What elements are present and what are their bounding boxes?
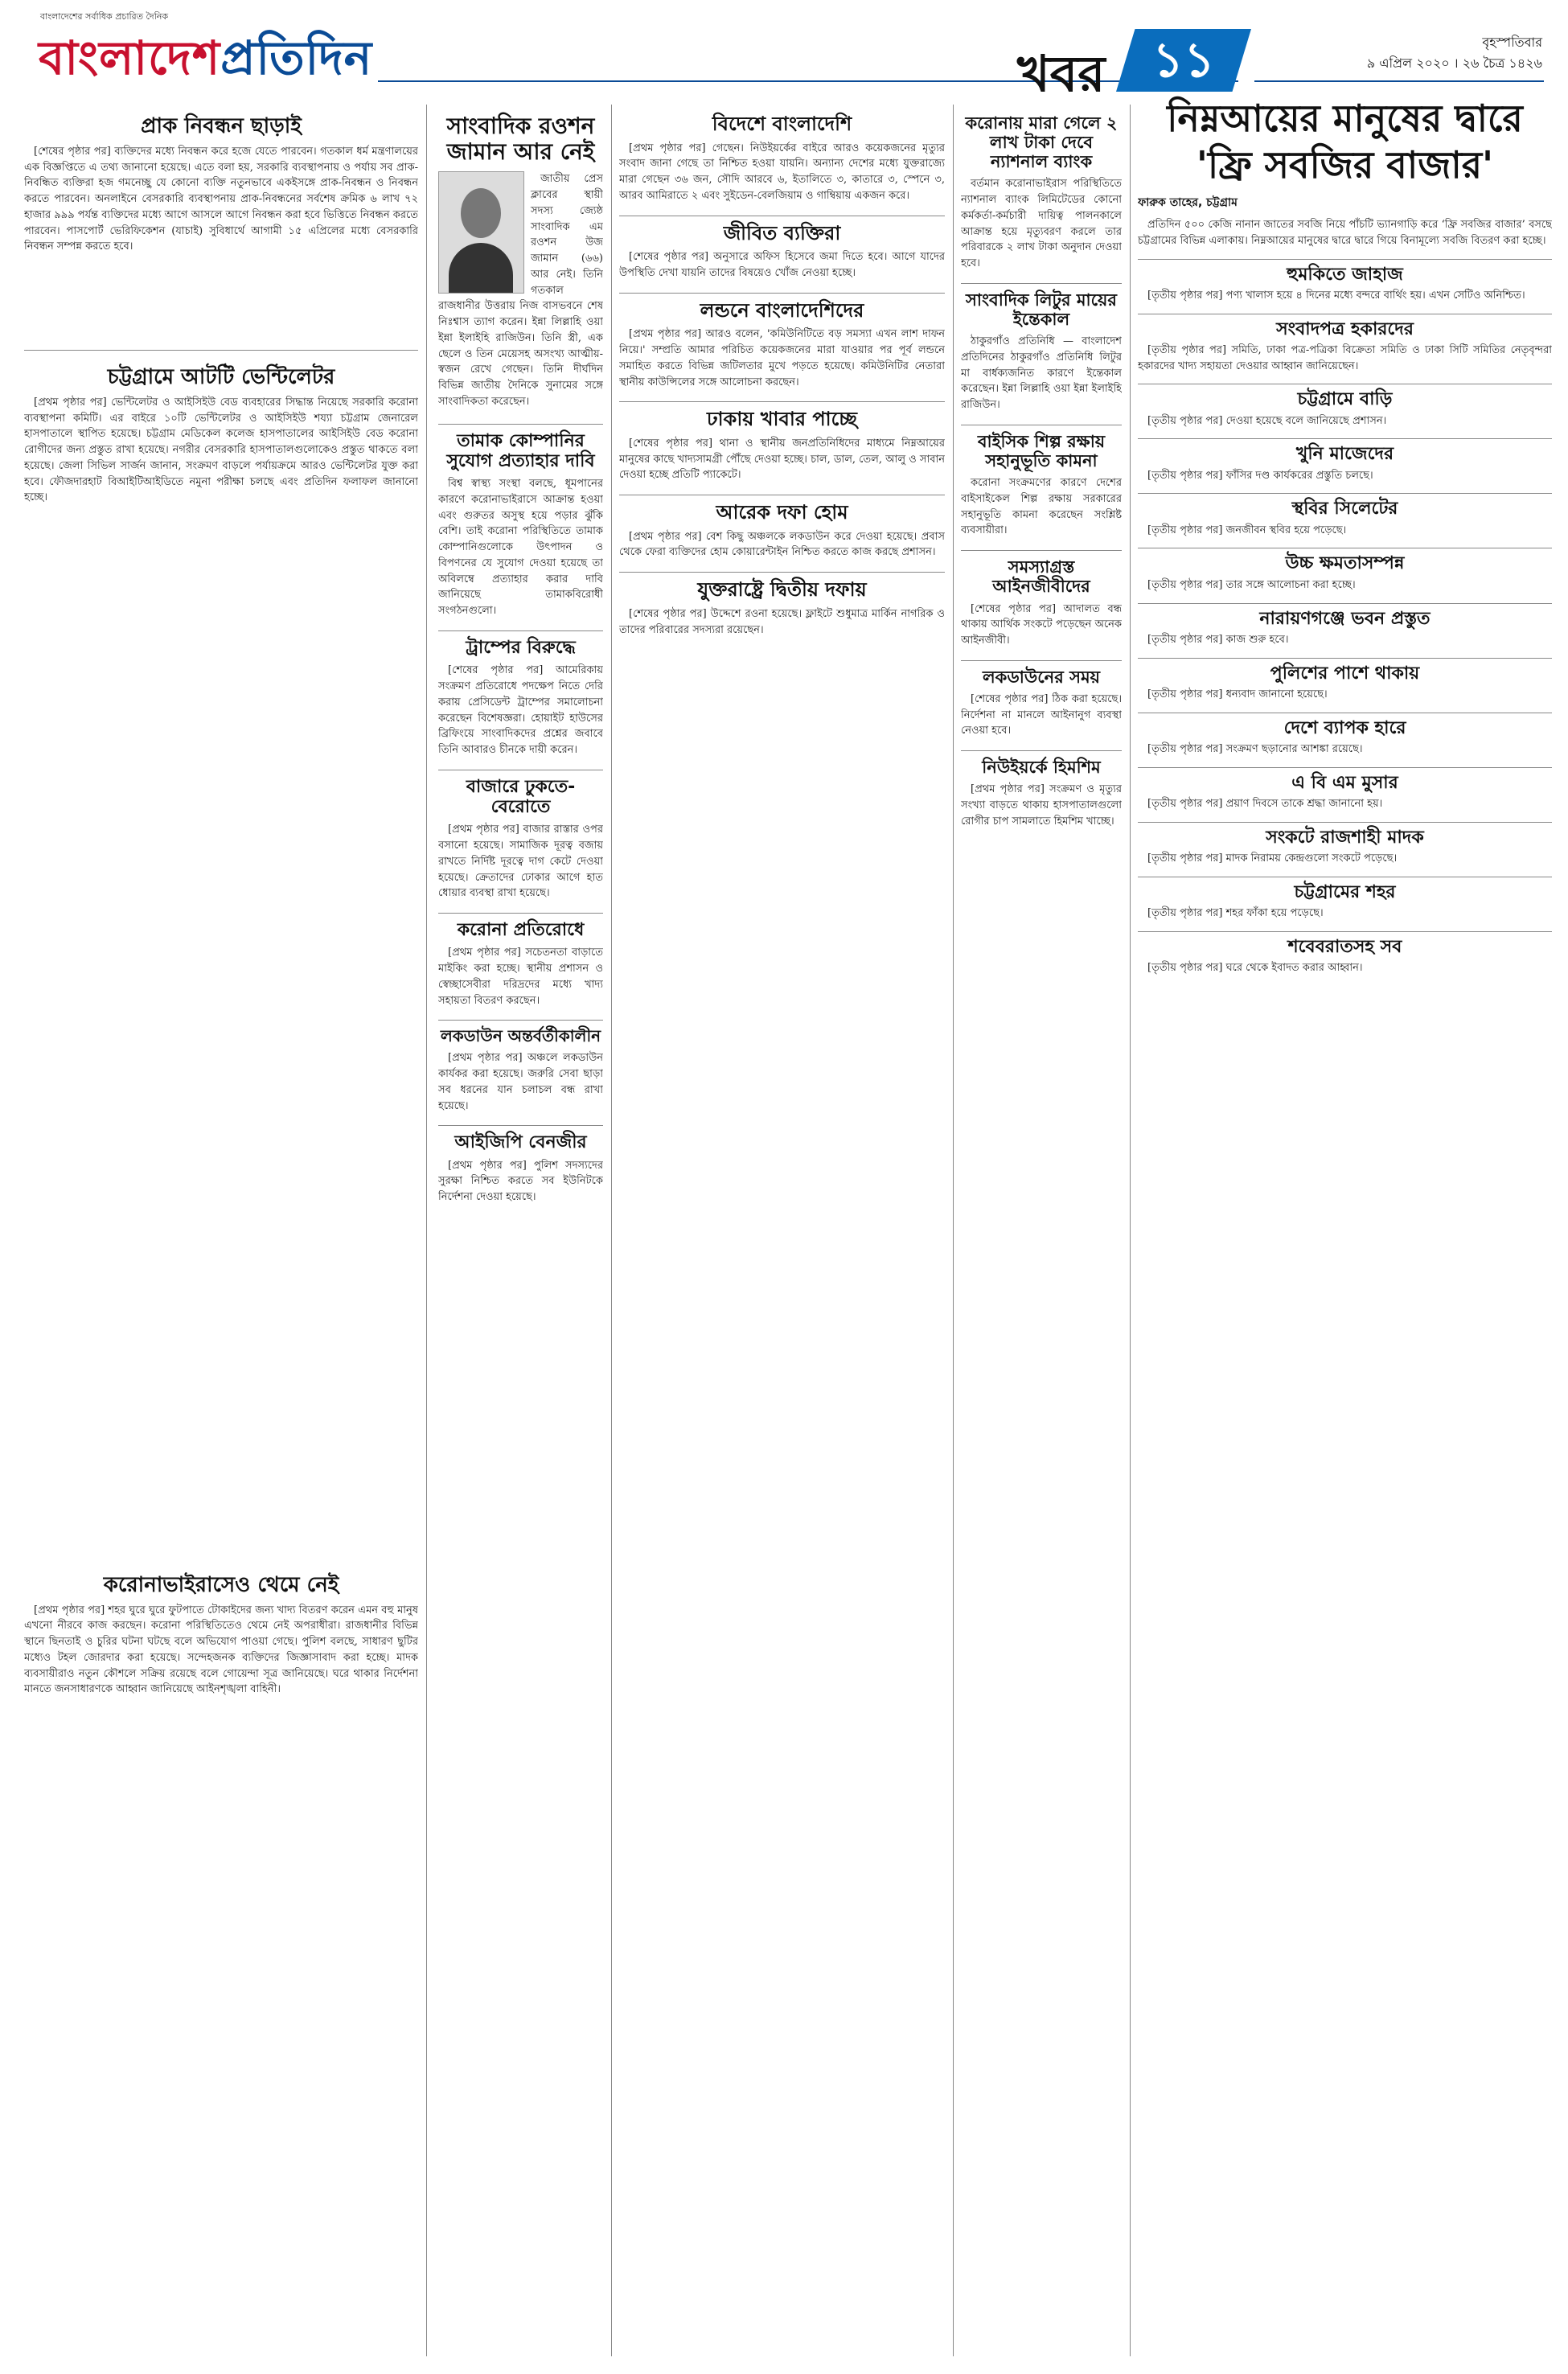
headline[interactable]: চট্টগ্রামের শহর	[1138, 877, 1552, 902]
headline[interactable]: এ বি এম মুসার	[1138, 767, 1552, 793]
paragraph: [শেষের পৃষ্ঠার পর] আদালত বন্ধ থাকায় আর্থিক সংকটে পড়েছেন অনেক আইনজীবী।	[961, 602, 1122, 647]
paragraph: [প্রথম পৃষ্ঠার পর] গেছেন। নিউইয়র্কের বাইরে আরও কয়েকজনের মৃত্যুর সংবাদ জানা গেছে তা নিশ্চিত হওয়া যায়নি। অন্যান্য দেশের মধ্যে যুক্তরাজ্যে মারা গেছেন ৩৬ জন, সৌদি আরবে ৬, ইতালিতে ৩, কাতারে ৩, স্পেনে ৩, আরব আমিরাতে ২ এবং সুইডেন-বেলজিয়াম ও গাম্বিয়ায় একজন করে।	[619, 142, 945, 202]
portrait-torso	[449, 243, 513, 293]
article-body	[619, 436, 945, 483]
story-divider	[24, 350, 418, 351]
newspaper-logo[interactable]	[39, 23, 372, 101]
paragraph: [প্রথম পৃষ্ঠার পর] সংক্রমণ ও মৃত্যুর সংখ্যা বাড়তে থাকায় হাসপাতালগুলো রোগীর চাপ সামলাতে হিমশিম খাচ্ছে।	[961, 783, 1122, 828]
article-body	[1138, 960, 1552, 976]
headline[interactable]: আরেক দফা হোম	[619, 495, 945, 524]
paragraph: [তৃতীয় পৃষ্ঠার পর] পণ্য খালাস হয়ে ৪ দিনের মধ্যে বন্দরে বার্থিং হয়। এখন সেটিও অনিশ্চিত।	[1147, 289, 1525, 302]
masthead-rule-right	[1254, 80, 1544, 82]
headline[interactable]: নারায়ণগঞ্জে ভবন প্রস্তুত	[1138, 603, 1552, 629]
paragraph: [তৃতীয় পৃষ্ঠার পর] সংক্রমণ ছড়ানোর আশঙ্কা রয়েছে।	[1147, 742, 1363, 755]
article-body	[961, 782, 1122, 829]
headline[interactable]: সংকটে রাজশাহী মাদক	[1138, 822, 1552, 848]
headline[interactable]: চট্টগ্রামে আটটি ভেন্টিলেটর	[107, 364, 335, 389]
article-body	[1138, 796, 1552, 812]
headline[interactable]: চট্টগ্রামে বাড়ি	[1138, 384, 1552, 409]
day-name: বৃহস্পতিবার	[1482, 35, 1542, 50]
headline[interactable]: লন্ডনে বাংলাদেশিদের	[619, 293, 945, 322]
paragraph: [প্রথম পৃষ্ঠার পর] শহর ঘুরে ঘুরে ফুটপাতে টোকাইদের জন্য খাদ্য বিতরণ করেন এমন বহু মানুষ এখনো নীরবে কাজ করছেন। করোনা পরিস্থিতিতেও থেমে নেই অপরাধীরা। রাজধানীর বিভিন্ন স্থানে ছিনতাই ও চুরির ঘটনা ঘটছে বলে অভিযোগ পাওয়া গেছে। পুলিশ বলছে, সাধারণ ছুটির মধ্যেও টহল জোরদার করা হয়েছে। সন্দেহজনক ব্যক্তিদের জিজ্ঞাসাবাদ করা হচ্ছে। মাদক ব্যবসায়ীরাও নতুন কৌশলে সক্রিয় রয়েছে বলে গোয়েন্দা সূত্র জানিয়েছে। ঘরে থাকার নির্দেশনা মানতে জনসাধারণকে আহ্বান জানিয়েছে আইনশৃঙ্খলা বাহিনী।	[24, 1604, 418, 1696]
headline[interactable]: তামাক কোম্পানির সুযোগ প্রত্যাহার দাবি	[438, 424, 603, 472]
lead-headline[interactable]: নিম্নআয়ের মানুষের দ্বারে 'ফ্রি সবজির বাজার'	[1167, 97, 1523, 187]
paragraph: বর্তমান করোনাভাইরাস পরিস্থিতিতে ন্যাশনাল ব্যাংক লিমিটেডের কোনো কর্মকর্তা-কর্মচারী দায়িত্ব পালনকালে আক্রান্ত হয়ে মৃত্যুবরণ করলে তার পরিবারকে ২ লাখ টাকা অনুদান দেওয়া হবে।	[961, 178, 1122, 270]
paragraph: [তৃতীয় পৃষ্ঠার পর] দেওয়া হয়েছে বলে জানিয়েছে প্রশাসন।	[1147, 414, 1387, 427]
paragraph: [তৃতীয় পৃষ্ঠার পর] শহর ফাঁকা হয়ে পড়েছে।	[1147, 907, 1324, 920]
article-body	[1138, 632, 1552, 648]
article-body	[961, 176, 1122, 272]
masthead-rule	[378, 80, 1238, 82]
page-number: ১১	[1152, 32, 1215, 88]
paragraph: [শেষের পৃষ্ঠার পর] অনুসারে অফিস হিসেবে জমা দিতে হবে। আগে যাদের উপস্থিতি দেখা যায়নি তাদের বিষয়েও খোঁজ নেওয়া হচ্ছে।	[619, 251, 945, 279]
article-body	[1138, 523, 1552, 539]
headline[interactable]: খুনি মাজেদের	[1138, 438, 1552, 464]
date-line: ৯ এপ্রিল ২০২০ । ২৬ চৈত্র ১৪২৬	[1366, 55, 1542, 71]
paragraph: [প্রথম পৃষ্ঠার পর] পুলিশ সদস্যদের সুরক্ষা নিশ্চিত করতে সব ইউনিটকে নির্দেশনা দেওয়া হয়েছে।	[438, 1159, 603, 1204]
headline[interactable]: জীবিত ব্যক্তিরা	[619, 216, 945, 245]
paragraph: [শেষের পৃষ্ঠার পর] উদ্দেশে রওনা হয়েছে। ফ্লাইটে শুধুমাত্র মার্কিন নাগরিক ও তাদের পরিবারের সদস্যরা রয়েছেন।	[619, 607, 945, 636]
paragraph: [তৃতীয় পৃষ্ঠার পর] সমিতি, ঢাকা পত্র-পত্রিকা বিক্রেতা সমিতি ও ঢাকা সিটি সমিতির নেতৃবৃন্দরা হকারদের খাদ্য সহায়তা দেওয়ার আহ্বান জানিয়েছেন।	[1138, 343, 1552, 372]
paragraph: [তৃতীয় পৃষ্ঠার পর] প্রয়াণ দিবসে তাকে শ্রদ্ধা জানানো হয়।	[1147, 797, 1383, 810]
article-body	[961, 334, 1122, 413]
headline[interactable]: স্থবির সিলেটের	[1138, 493, 1552, 519]
headline[interactable]: শবেবরাতসহ সব	[1138, 931, 1552, 957]
byline: ফারুক তাহের, চট্টগ্রাম	[1138, 196, 1238, 209]
article-body	[961, 602, 1122, 649]
article-body	[1138, 468, 1552, 484]
headline[interactable]: ঢাকায় খাবার পাচ্ছে	[619, 401, 945, 431]
article-body	[619, 606, 945, 639]
headline[interactable]: আইজিপি বেনজীর	[438, 1125, 603, 1152]
paragraph: [প্রথম পৃষ্ঠার পর] অঞ্চলে লকডাউন কার্যকর করা হয়েছে। জরুরি সেবা ছাড়া সব ধরনের যান চলাচল বন্ধ রাখা হয়েছে।	[438, 1052, 603, 1112]
paragraph: [তৃতীয় পৃষ্ঠার পর] মাদক নিরাময় কেন্দ্রগুলো সংকটে পড়েছে।	[1147, 852, 1398, 865]
headline[interactable]: সমস্যাগ্রস্ত আইনজীবীদের	[961, 550, 1122, 596]
paragraph: জাতীয় প্রেস ক্লাবের স্থায়ী সদস্য জ্যেষ্ঠ সাংবাদিক এম রওশন উজ জামান (৬৬) আর নেই। তিনি গতকাল রাজধানীর উত্তরায় নিজ বাসভবনে শেষ নিঃশ্বাস ত্যাগ করেন। ইন্না লিল্লাহি ওয়া ইন্না ইলাইহি রাজিউন। তিনি স্ত্রী, এক ছেলে ও তিন মেয়েসহ অসংখ্য আত্মীয়-স্বজন রেখে গেছেন। তিনি দীর্ঘদিন বিভিন্ন জাতীয় দৈনিকে সুনামের সঙ্গে সাংবাদিকতা করেছেন।	[438, 173, 603, 408]
paragraph: [প্রথম পৃষ্ঠার পর] বেশ কিছু অঞ্চলকে লকডাউন করে দেওয়া হয়েছে। প্রবাস থেকে ফেরা ব্যক্তিদের হোম কোয়ারেন্টাইন নিশ্চিত করতে কাজ করছে প্রশাসন।	[619, 530, 945, 559]
column-divider	[1130, 105, 1131, 2356]
section-name: খবর	[1017, 44, 1106, 103]
headline[interactable]: পুলিশের পাশে থাকায়	[1138, 658, 1552, 684]
article-body	[619, 327, 945, 390]
headline[interactable]: সংবাদপত্র হকারদের	[1138, 314, 1552, 339]
portrait-photo	[438, 171, 524, 294]
paragraph: [তৃতীয় পৃষ্ঠার পর] কাজ শুরু হবে।	[1147, 633, 1289, 646]
headline[interactable]: বাইসিক শিল্প রক্ষায় সহানুভূতি কামনা	[961, 425, 1122, 470]
headline[interactable]: প্রাক নিবন্ধন ছাড়াই	[141, 114, 302, 138]
article-body	[438, 476, 603, 619]
paragraph: [প্রথম পৃষ্ঠার পর] ভেন্টিলেটর ও আইসিইউ বেড ব্যবহারের সিদ্ধান্ত নিয়েছে সরকারি করোনা ব্যবস্থাপনা কমিটি। এর বাইরে ১০টি ভেন্টিলেটর ও আইসিইউ শয্যা চট্টগ্রাম জেনারেল হাসপাতালে স্থাপিত হয়েছে। চট্টগ্রাম মেডিকেল কলেজ হাসপাতালের আইসিইউ বেড করোনা রোগীদের জন্য প্রস্তুত রাখা হয়েছে। নগরীর বেসরকারি হাসপাতালগুলোকেও প্রস্তুত থাকতে বলা হয়েছে। জেলা সিভিল সার্জন জানান, সংক্রমণ বাড়লে পর্যায়ক্রমে আরও ভেন্টিলেটর যুক্ত করা হবে। ফৌজদারহাট বিআইটিআইডিতে নমুনা পরীক্ষা চলছে এবং প্রতিদিন ফলাফল জানানো হচ্ছে।	[24, 396, 418, 504]
article-body	[1138, 687, 1552, 703]
column-5	[1138, 92, 1552, 2356]
paragraph: প্রতিদিন ৫০০ কেজি নানান জাতের সবজি নিয়ে পাঁচটি ভ্যানগাড়ি করে ‘ফ্রি সবজির বাজার’ বসছে চট্টগ্রামের বিভিন্ন এলাকায়। নিম্নআয়ের মানুষের দ্বারে দ্বারে গিয়ে বিনামূল্যে সবজি বিতরণ করা হচ্ছে।	[1138, 219, 1552, 247]
logo-tagline: বাংলাদেশের সর্বাধিক প্রচারিত দৈনিক	[40, 11, 169, 22]
article-body	[24, 1603, 418, 1698]
column-2	[438, 109, 603, 2360]
article-body	[961, 475, 1122, 539]
column-divider	[426, 105, 427, 2356]
column-3	[619, 109, 945, 2360]
headline[interactable]: লকডাউনের সময়	[961, 660, 1122, 687]
article-body	[438, 663, 603, 758]
paragraph: [শেষের পৃষ্ঠার পর] ঠিক করা হয়েছে। নির্দেশনা না মানলে আইনানুগ ব্যবস্থা নেওয়া হবে।	[961, 692, 1122, 737]
paragraph: [তৃতীয় পৃষ্ঠার পর] তার সঙ্গে আলোচনা করা হচ্ছে।	[1147, 578, 1356, 591]
headline[interactable]: নিউইয়র্কে হিমশিম	[961, 750, 1122, 777]
column-4	[961, 109, 1122, 2360]
headline[interactable]: যুক্তরাষ্ট্রে দ্বিতীয় দফায়	[619, 572, 945, 602]
article-body	[1138, 343, 1552, 375]
headline[interactable]: উচ্চ ক্ষমতাসম্পন্ন	[1138, 548, 1552, 573]
paragraph: [প্রথম পৃষ্ঠার পর] সচেতনতা বাড়াতে মাইকিং করা হচ্ছে। স্থানীয় প্রশাসন ও স্বেচ্ছাসেবীরা দরিদ্রদের মধ্যে খাদ্য সহায়তা বিতরণ করছেন।	[438, 947, 603, 1007]
article-body	[961, 692, 1122, 739]
article-body	[619, 529, 945, 561]
headline[interactable]: করোনা প্রতিরোধে	[438, 913, 603, 940]
headline[interactable]: লকডাউন অন্তর্বর্তীকালীন	[438, 1020, 603, 1045]
column-divider	[611, 105, 612, 2356]
article-body	[1138, 577, 1552, 594]
paragraph: [তৃতীয় পৃষ্ঠার পর] ঘরে থেকে ইবাদত করার আহ্বান।	[1147, 962, 1363, 975]
paragraph: [শেষের পৃষ্ঠার পর] ব্যক্তিদের মধ্যে নিবন্ধন করে হজে যেতে পারবেন। গতকাল ধর্ম মন্ত্রণালয়ের এক বিজ্ঞপ্তিতে এ তথ্য জানানো হয়েছে। এতে বলা হয়, সরকারি ব্যবস্থাপনায় ও পর্যায় সব প্রাক-নিবন্ধিত ব্যক্তিরা হজ গমনেচ্ছু যে কোনো ব্যক্তি নতুনভাবে একইসঙ্গে প্রাক-নিবন্ধন ও নিবন্ধন করতে পারবেন। অনলাইনে বেসরকারি ব্যবস্থাপনায় প্রাক-নিবন্ধনের সর্বশেষ ক্রমিক ৬ লাখ ৭২ হাজার ৯৯৯ পর্যন্ত ব্যক্তিদের মধ্যে আগে আসলে আগে নিবন্ধন করা হবে ভিত্তিতে নিবন্ধন করতে পারবেন। পাসপোর্ট ভেরিফিকেশন (যাচাই) সুবিধার্থে আগামী ১৫ এপ্রিলের মধ্যে বেসরকারি নিবন্ধন সম্পন্ন করতে হবে।	[24, 145, 418, 253]
article-body	[619, 141, 945, 204]
headline[interactable]: সাংবাদিক লিটুর মায়ের ইন্তেকাল	[961, 283, 1122, 329]
headline[interactable]: সাংবাদিক রওশন জামান আর নেই	[446, 113, 595, 166]
paragraph: বিশ্ব স্বাস্থ্য সংস্থা বলছে, ধূমপানের কারণে করোনাভাইরাসে আক্রান্ত হওয়া এবং গুরুতর অসুস্থ হয়ে পড়ার ঝুঁকি বেশি। তাই করোনা পরিস্থিতিতে তামাক কোম্পানিগুলোকে উৎপাদন ও বিপণনের যে সুযোগ দেওয়া হয়েছে তা অবিলম্বে প্রত্যাহার করার দাবি জানিয়েছে তামাকবিরোধী সংগঠনগুলো।	[438, 478, 603, 618]
headline[interactable]: বিদেশে বাংলাদেশি	[712, 113, 852, 135]
paragraph: [প্রথম পৃষ্ঠার পর] আরও বলেন, 'কমিউনিটিতে বড় সমস্যা এখন লাশ দাফন নিয়ে।' সম্প্রতি আমার পরিচিত কয়েকজনের মারা যাওয়ার পর পূর্ব লন্ডনে সমাহিত করতে বিভিন্ন জটিলতার মুখে পড়তে হয়েছে। কমিউনিটির নেতারা স্থানীয় কাউন্সিলের সঙ্গে আলোচনা করছেন।	[619, 328, 945, 388]
article-body	[1138, 741, 1552, 758]
article-body	[1138, 413, 1552, 429]
paragraph: [শেষের পৃষ্ঠার পর] থানা ও স্থানীয় জনপ্রতিনিধিদের মাধ্যমে নিম্নআয়ের মানুষের কাছে খাদ্যসামগ্রী পৌঁছে দেওয়া হচ্ছে। চাল, ডাল, তেল, আলু ও সাবান দেওয়া হচ্ছে প্রতিটি প্যাকেটে।	[619, 437, 945, 482]
paragraph: [শেষের পৃষ্ঠার পর] আমেরিকায় সংক্রমণ প্রতিরোধে পদক্ষেপ নিতে দেরি করায় প্রেসিডেন্ট ট্রাম্পের সমালোচনা করেছেন বিশেষজ্ঞরা। হোয়াইট হাউসের ব্রিফিংয়ে সাংবাদিকদের প্রশ্নের জবাবে তিনি আবারও চীনকে দায়ী করেন।	[438, 664, 603, 757]
headline[interactable]: বাজারে ঢুকতে-বেরোতে	[438, 770, 603, 818]
portrait-face	[461, 188, 501, 238]
column-1	[24, 109, 418, 2360]
article-body	[1138, 851, 1552, 867]
paragraph: [তৃতীয় পৃষ্ঠার পর] ধন্যবাদ জানানো হয়েছে।	[1147, 688, 1328, 700]
article-body	[438, 822, 603, 902]
paragraph: [তৃতীয় পৃষ্ঠার পর] ফাঁসির দণ্ড কার্যকরের প্রস্তুতি চলছে।	[1147, 469, 1373, 482]
article-body	[1138, 217, 1552, 249]
article-body	[438, 945, 603, 1008]
headline[interactable]: হুমকিতে জাহাজ	[1138, 259, 1552, 285]
headline[interactable]: করোনাভাইরাসেও থেমে নেই	[103, 1572, 339, 1597]
column-divider	[953, 105, 954, 2356]
article-body	[24, 144, 418, 353]
article-body	[619, 249, 945, 281]
article-body	[438, 1158, 603, 1205]
logo-accent: প্রতিদিন	[220, 31, 373, 85]
paragraph: করোনা সংক্রমণের কারণে দেশের বাইসাইকেল শিল্প রক্ষায় সরকারের সহানুভূতি কামনা করেছেন সংশ্লিষ্ট ব্যবসায়ীরা।	[961, 477, 1122, 537]
logo-main: বাংলাদেশ	[39, 31, 221, 85]
headline[interactable]: করোনায় মারা গেলে ২ লাখ টাকা দেবে ন্যাশনাল ব্যাংক	[965, 113, 1118, 172]
paragraph: [তৃতীয় পৃষ্ঠার পর] জনজীবন স্থবির হয়ে পড়েছে।	[1147, 524, 1347, 536]
paragraph: [প্রথম পৃষ্ঠার পর] বাজার রাস্তার ওপর বসানো হয়েছে। সামাজিক দূরত্ব বজায় রাখতে নির্দিষ্ট দূরত্বে দাগ কেটে দেওয়া হয়েছে। ক্রেতাদের ঢোকার আগে হাত ধোয়ার ব্যবস্থা রাখা হয়েছে।	[438, 824, 603, 900]
paragraph: ঠাকুরগাঁও প্রতিনিধি — বাংলাদেশ প্রতিদিনের ঠাকুরগাঁও প্রতিনিধি লিটুর মা বার্ধক্যজনিত কারণে ইন্তেকাল করেছেন। ইন্না লিল্লাহি ওয়া ইন্না ইলাইহি রাজিউন।	[961, 335, 1122, 412]
article-body	[24, 395, 418, 1561]
article-body	[1138, 288, 1552, 304]
headline[interactable]: ট্রাম্পের বিরুদ্ধে	[438, 630, 603, 658]
headline[interactable]: দেশে ব্যাপক হারে	[1138, 713, 1552, 738]
article-body	[1138, 906, 1552, 922]
article-body	[438, 1050, 603, 1114]
